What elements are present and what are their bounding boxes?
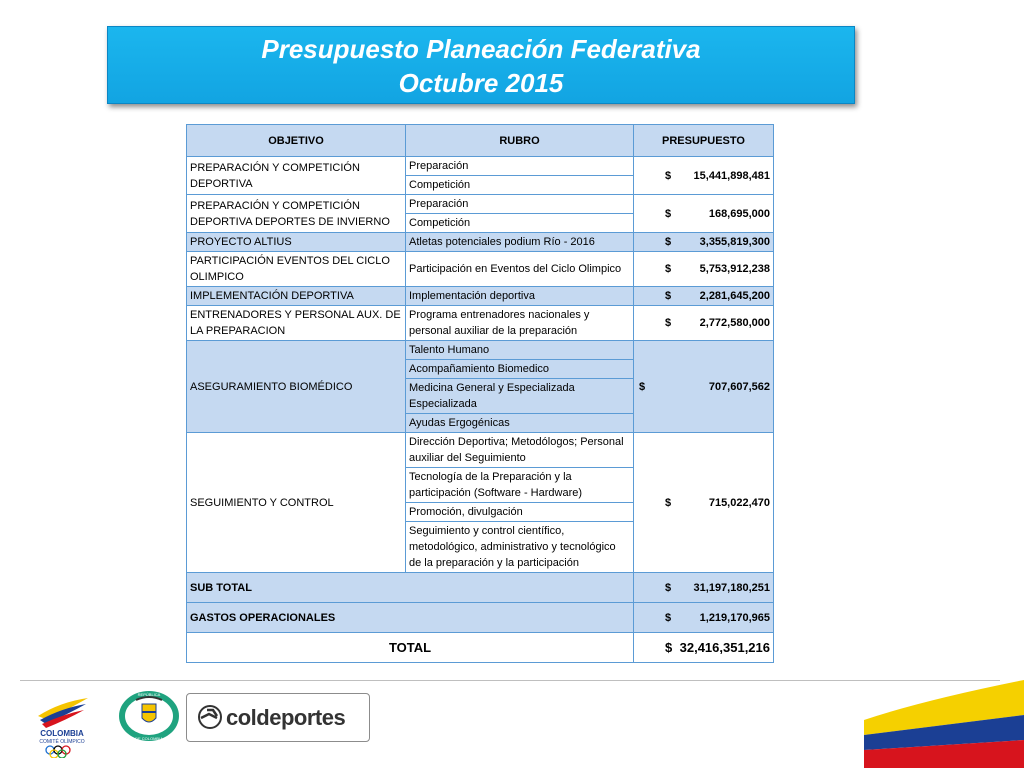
table-row [187,341,774,360]
currency-symbol: $ [665,236,672,248]
flag-swoosh-decoration [864,640,1024,768]
rubro-cell: Promoción, divulgación [406,503,634,522]
gastos-cell [634,603,774,633]
budget-table [186,124,774,663]
objetivo-cell: PARTICIPACIÓN EVENTOS DEL CICLO OLIMPICO [187,252,406,287]
header-objetivo: OBJETIVO [187,125,406,157]
subtotal-label: SUB TOTAL [187,573,634,603]
currency-symbol: $ [665,496,672,509]
coldeportes-wordmark: coldeportes [226,705,346,730]
presupuesto-cell [634,306,774,341]
currency-symbol: $ [665,263,672,275]
presupuesto-cell [634,233,774,252]
colombia-seal-logo [118,690,180,742]
currency-symbol: $ [665,317,672,329]
objetivo-cell: ASEGURAMIENTO BIOMÉDICO [187,341,406,433]
gastos-value: 1,219,170,965 [699,611,770,624]
table-row [187,433,774,468]
gastos-label: GASTOS OPERACIONALES [187,603,634,633]
amount-value: 15,441,898,481 [693,169,770,182]
objetivo-cell: IMPLEMENTACIÓN DEPORTIVA [187,287,406,306]
presupuesto-cell [634,252,774,287]
rubro-cell: Competición [406,214,634,233]
header-presupuesto: PRESUPUESTO [634,125,774,157]
coc-logo-line2: COMITÉ OLÍMPICO [39,739,85,745]
objetivo-cell: ENTRENADORES Y PERSONAL AUX. DE LA PREPARACION [187,306,406,341]
amount-value: 715,022,470 [708,496,770,509]
rubro-cell: Preparación [406,195,634,214]
table-row [187,195,774,214]
total-value: 32,416,351,216 [679,639,770,655]
title-line-1: Presupuesto Planeación Federativa [261,34,701,64]
seal-top-text: REPÚBLICA [137,692,161,697]
amount-value: 3,355,819,300 [699,236,770,248]
amount-value: 168,695,000 [708,207,770,220]
currency-symbol: $ [665,581,672,594]
rubro-cell: Ayudas Ergogénicas [406,414,634,433]
coldeportes-logo [186,693,370,742]
objetivo-cell: PREPARACIÓN Y COMPETICIÓN DEPORTIVA DEPORTES DE INVIERNO [187,195,406,233]
amount-value: 2,281,645,200 [699,290,770,302]
title-banner [107,26,855,104]
table-header-row [187,125,774,157]
objetivo-cell: SEGUIMIENTO Y CONTROL [187,433,406,573]
rubro-cell: Participación en Eventos del Ciclo Olimpico [406,252,634,287]
total-cell [634,633,774,663]
header-rubro: RUBRO [406,125,634,157]
presupuesto-cell [634,287,774,306]
gastos-row [187,603,774,633]
subtotal-cell [634,573,774,603]
table-row [187,306,774,341]
rubro-cell: Acompañamiento Biomedico [406,360,634,379]
title-line-2: Octubre 2015 [398,68,564,98]
footer-divider [20,680,1000,681]
objetivo-cell: PROYECTO ALTIUS [187,233,406,252]
colombia-olympic-committee-logo [30,694,94,758]
table-row [187,157,774,176]
presupuesto-cell [634,433,774,573]
currency-symbol: $ [665,290,672,302]
table-row [187,252,774,287]
rubro-cell: Preparación [406,157,634,176]
currency-symbol: $ [639,380,646,393]
currency-symbol: $ [665,639,673,655]
coldeportes-emblem [187,694,369,741]
rubro-cell: Programa entrenadores nacionales y personal auxiliar de la preparación [406,306,634,341]
presupuesto-cell [634,341,774,433]
amount-value: 5,753,912,238 [699,263,770,275]
seal-bottom-text: DE COLOMBIA [135,736,163,741]
currency-symbol: $ [665,207,672,220]
amount-value: 2,772,580,000 [699,317,770,329]
amount-value: 707,607,562 [708,380,770,393]
currency-symbol: $ [665,611,672,624]
total-label: TOTAL [187,633,634,663]
table-row [187,287,774,306]
subtotal-row [187,573,774,603]
rubro-cell: Seguimiento y control científico, metodológico, administrativo y tecnológico de la preparación y la participación [406,522,634,573]
currency-symbol: $ [665,169,672,182]
rubro-cell: Medicina General y Especializada Especializada [406,379,634,414]
objetivo-cell: PREPARACIÓN Y COMPETICIÓN DEPORTIVA [187,157,406,195]
rubro-cell: Competición [406,176,634,195]
rubro-cell: Talento Humano [406,341,634,360]
rubro-cell: Implementación deportiva [406,287,634,306]
coc-logo-line1: COLOMBIA [40,729,84,738]
subtotal-value: 31,197,180,251 [693,581,770,594]
rubro-cell: Tecnología de la Preparación y la participación (Software - Hardware) [406,468,634,503]
table-row [187,233,774,252]
presupuesto-cell [634,157,774,195]
rubro-cell: Dirección Deportiva; Metodólogos; Personal auxiliar del Seguimiento [406,433,634,468]
total-row [187,633,774,663]
rubro-cell: Atletas potenciales podium Río - 2016 [406,233,634,252]
presupuesto-cell [634,195,774,233]
